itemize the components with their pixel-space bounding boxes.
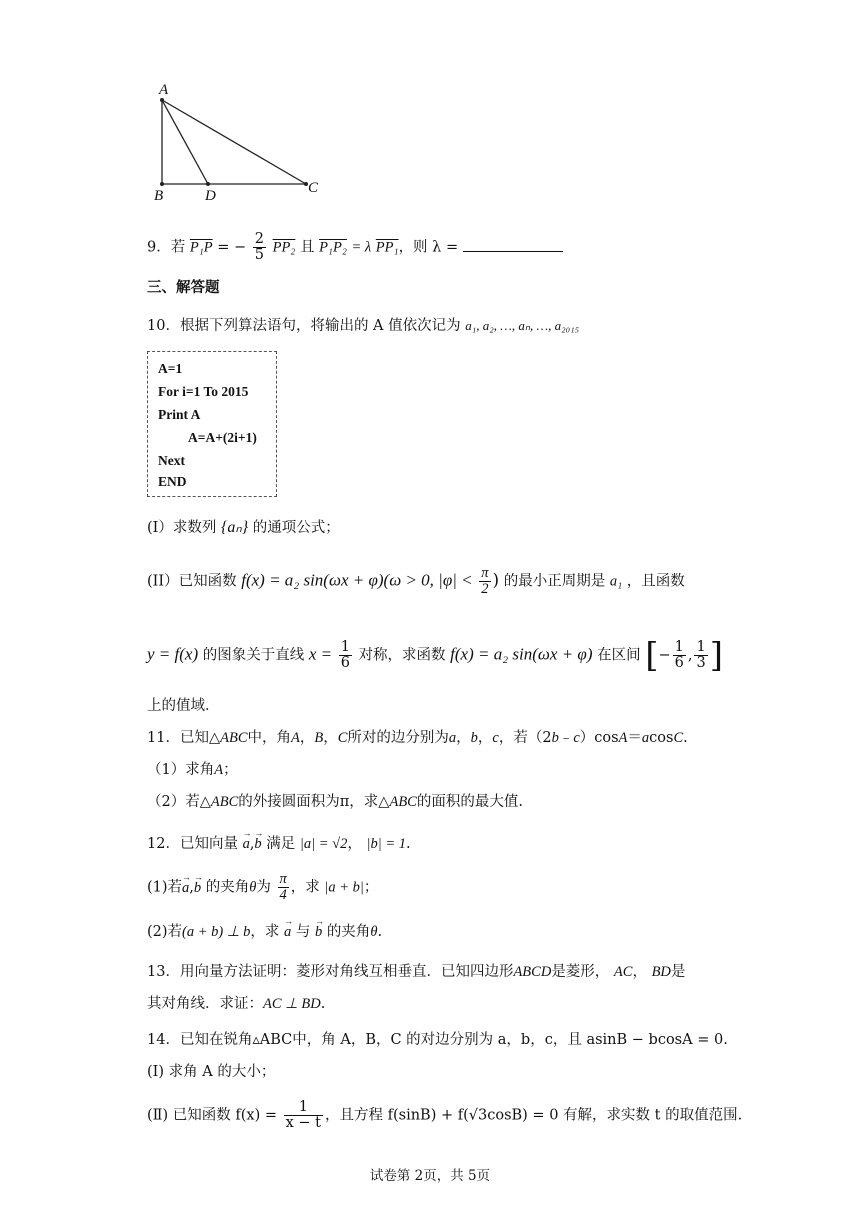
q10-l2-minus: −	[658, 647, 671, 664]
q14-t2: ▵ABC	[252, 1032, 293, 1048]
q10-part-2-line-3: 上的值域．	[147, 698, 220, 714]
question-13-line-2	[147, 994, 325, 1014]
q11-t21: ＝	[627, 730, 642, 746]
q9-tail: ，则 λ =	[398, 239, 459, 256]
q11-t2: ABC	[220, 730, 248, 746]
q10-p2-a1: a₁	[609, 573, 623, 590]
q10-l2-int-d1: 6	[674, 655, 684, 671]
q10-sequence: a₁, a₂, …, aₙ, …, a₂₀₁₅	[465, 318, 580, 333]
q10-l2-function: f(x) = a₂ sin(ωx + φ)	[450, 644, 593, 664]
q9-vector-2: PP₂	[272, 239, 296, 256]
q13-l2-t2: AC ⊥ BD	[263, 996, 321, 1012]
q12-vec-b: → b	[254, 834, 261, 854]
q10-l2-interval-label: 在区间	[597, 647, 641, 664]
q14-s2-eq: f(sinB) + f(√3cosB) = 0	[387, 1107, 559, 1124]
q12-t2: 满足	[266, 836, 296, 852]
point-d	[206, 182, 210, 186]
q11-t25: .	[683, 730, 688, 746]
code-line-6: END	[158, 474, 187, 489]
q14-s2-t2: ，且方程	[325, 1107, 383, 1124]
q9-eq2: = λ	[351, 239, 372, 256]
code-line-4: A=A+(2i+1)	[188, 430, 257, 445]
q11-s2-t3: 的外接圆面积为π，求△	[238, 794, 390, 810]
q10-p1-label: (I）求数列	[147, 520, 217, 536]
q13-t2: ABCD	[513, 964, 552, 980]
q11-t8: C	[337, 730, 348, 746]
q10-l2-int-n1: 1	[674, 639, 684, 655]
label-b: B	[154, 188, 164, 204]
question-10	[147, 316, 579, 336]
q10-l2-y: y = f(x)	[147, 644, 199, 664]
code-line-5: Next	[158, 453, 185, 468]
q13-t7: 是	[670, 964, 686, 980]
question-9	[147, 232, 563, 263]
q12-s2-t4: 的夹角	[326, 924, 371, 940]
q12-abs-a: |a| = √2	[299, 836, 348, 852]
q11-t9: 所对的边分别为	[347, 730, 449, 746]
q12-s2-t5: .	[377, 924, 383, 940]
q10-part-2	[147, 566, 685, 597]
q10-l2-bracket-right: ]	[709, 635, 723, 676]
q12-s1-pi: π	[279, 871, 287, 887]
q12-s1-vec-a: → a	[182, 878, 189, 898]
q11-t7: ，	[323, 730, 338, 746]
q14-s2-t1: (Ⅱ) 已知函数	[147, 1107, 231, 1124]
q12-s1-t2: 的夹角	[205, 879, 250, 896]
q10-p1-seq: {aₙ}	[221, 519, 249, 536]
q10-l2-x: x =	[308, 644, 333, 664]
q13-l2-t1: 其对角线．求证：	[147, 996, 263, 1012]
q10-p2-label: (II）已知函数	[147, 573, 237, 590]
page-footer: 试卷第 2页，共 5页	[369, 1168, 491, 1184]
q12-s1-vec-b: → b	[194, 878, 201, 898]
q13-t3: 是菱形，	[551, 964, 610, 980]
q12-s1-abs-sum: |a + b|	[324, 879, 364, 896]
q10-l2-text-2: 对称，求函数	[358, 647, 446, 664]
q11-s1-t2: A	[214, 762, 224, 778]
code-line-2: For i=1 To 2015	[158, 384, 249, 399]
q14-t3: 中，角 A，B，C 的对边分别为 a，b，c，且	[292, 1032, 582, 1048]
q10-l2-int-d2: 3	[696, 655, 706, 671]
q14-part-1: (Ⅰ) 求角 A 的大小；	[147, 1064, 276, 1080]
q12-abs-b: |b| = 1	[366, 836, 406, 852]
q9-vector-4: PP₁	[375, 239, 399, 256]
q12-t1: 12．已知向量	[147, 836, 238, 852]
q11-t20: A	[618, 730, 628, 746]
code-line-1: A=1	[158, 361, 183, 376]
q10-p2-function: f(x) = a₂ sin(ωx + φ)(ω > 0, |φ| <	[241, 570, 473, 590]
q12-part-1	[147, 872, 378, 903]
q11-s2-t4: ABC	[389, 794, 417, 810]
q9-answer-blank	[463, 237, 563, 252]
q9-num: 2	[254, 231, 264, 247]
q11-t14: c	[492, 730, 499, 746]
q12-s2-t2: ，求	[250, 924, 280, 940]
q11-t11: ，	[456, 730, 471, 746]
q11-t18: c	[573, 730, 580, 746]
q10-p2-two: 2	[481, 581, 489, 597]
question-14	[147, 1030, 728, 1050]
q11-t6: B	[314, 730, 324, 746]
q12-s2-t1: (2)若	[147, 924, 183, 940]
q12-part-2	[147, 922, 382, 942]
q10-l2-int-frac-2	[694, 640, 707, 671]
q12-s2-theta: θ	[370, 924, 378, 940]
q10-p2-close: )	[492, 570, 500, 591]
segment-ad	[162, 100, 208, 184]
q12-s1-t4: ，求	[290, 879, 320, 896]
q10-l2-den: 6	[340, 655, 350, 671]
q14-t4: asinB − bcosA = 0	[586, 1032, 724, 1048]
q12-s1-t5: ；	[363, 879, 379, 896]
q13-t4: AC	[613, 964, 633, 980]
algorithm-box	[147, 351, 277, 497]
q14-s2-t3: 有解，求实数 t 的取值范围.	[563, 1107, 743, 1124]
q10-l2-fraction	[339, 640, 352, 671]
q10-part-1	[147, 518, 340, 538]
q9-fraction	[253, 232, 266, 263]
q12-s1-comma: ,	[189, 879, 194, 896]
q12-s2-vec-a: → a	[284, 922, 291, 942]
q11-s1-t1: （1）求角	[147, 762, 215, 778]
q11-t19: ）cos	[579, 730, 619, 746]
q10-p2-tail: ，且函数	[626, 573, 685, 590]
question-11	[147, 728, 688, 748]
segment-ac	[162, 100, 306, 184]
section-heading: 三、解答题	[147, 279, 220, 296]
q11-part-1	[147, 760, 238, 780]
q11-s2-t2: ABC	[210, 794, 239, 810]
q9-mid: 且	[299, 239, 315, 256]
code-line-3: Print A	[158, 407, 201, 422]
q9-vector-1: P₁P	[189, 239, 213, 256]
q11-t12: b	[470, 730, 478, 746]
q13-t5: ，	[632, 964, 647, 980]
q12-s1-t3: 为	[256, 879, 271, 896]
q9-eq: = −	[217, 239, 247, 256]
q10-l2-bracket-left: [	[645, 635, 659, 676]
question-13	[147, 962, 685, 982]
q13-t1: 13．用向量方法证明：菱形对角线互相垂直．已知四边形	[147, 964, 514, 980]
q11-t5: ，	[299, 730, 315, 746]
q10-part-2-line-2: y = f(x) 的图象关于直线 x = $\frac{1}{6}$ 对称，求函数 f(x) = a₂ sin(ωx + φ) 在区间 [− $\frac{1}{6}$ , $\frac{1}{3}$ ]	[147, 635, 723, 676]
q14-s2-fraction	[284, 1100, 323, 1131]
q12-s1-four: 4	[279, 887, 287, 903]
q12-sep: ，	[347, 836, 362, 852]
q12-s1-fraction	[278, 872, 289, 903]
q10-p1-tail: 的通项公式；	[252, 520, 340, 536]
q14-s2-func: f(x) =	[235, 1107, 278, 1124]
q9-vector-3: P₁P₂	[319, 239, 347, 256]
q10-text: 10．根据下列算法语句，将输出的 A 值依次记为	[147, 318, 461, 334]
q9-den: 5	[254, 247, 264, 263]
q12-comma: ,	[249, 836, 255, 852]
label-c: C	[308, 180, 319, 196]
q14-s2-num: 1	[284, 1100, 323, 1116]
q10-l2-int-frac-1	[673, 640, 686, 671]
q14-t1: 14．已知在锐角	[147, 1032, 253, 1048]
q10-l2-num: 1	[340, 639, 350, 655]
q14-part-2	[147, 1100, 742, 1131]
q9-prefix: 9．若	[147, 239, 186, 256]
q10-l2-text: 的图象关于直线	[202, 647, 305, 664]
q12-s1-t1: (1)若	[147, 879, 183, 896]
q10-p2-period: 的最小正周期是	[503, 573, 606, 590]
q11-t23: cos	[649, 730, 674, 746]
q14-t5: .	[723, 1032, 728, 1048]
q11-t4: A	[291, 730, 300, 746]
q11-t24: C	[673, 730, 684, 746]
q14-s2-den: x − t	[285, 1115, 321, 1131]
q13-l2-t3: .	[320, 996, 326, 1012]
point-b	[160, 182, 164, 186]
q10-p2-pi: π	[481, 565, 489, 581]
q11-t15: ，若（2	[498, 730, 552, 746]
q11-t10: a	[448, 730, 457, 746]
q11-t13: ，	[477, 730, 493, 746]
q11-t16: b	[551, 730, 559, 746]
label-d: D	[205, 188, 216, 204]
q11-s2-t1: （2）若△	[147, 794, 211, 810]
q12-vec-a: → a	[243, 834, 250, 854]
q13-t6: BD	[651, 964, 671, 980]
label-a: A	[159, 82, 169, 98]
q12-s1-theta: θ	[249, 879, 257, 896]
q12-s2-t3: 与	[295, 924, 311, 940]
q12-dot: .	[405, 836, 411, 852]
q11-part-2	[147, 792, 523, 812]
q11-s1-t3: ；	[223, 762, 238, 778]
q11-t3: 中，角	[247, 730, 291, 746]
q11-t1: 11．已知△	[147, 730, 221, 746]
q11-t17: ﹣	[558, 730, 574, 746]
q11-t22: a	[641, 730, 650, 746]
q10-l2-int-n2: 1	[696, 639, 706, 655]
q11-s2-t5: 的面积的最大值.	[416, 794, 523, 810]
question-12	[147, 834, 411, 854]
q10-p2-fraction	[479, 566, 490, 597]
q12-s2-perp: (a + b) ⊥ b	[182, 924, 251, 940]
q12-s2-vec-b: → b	[315, 922, 322, 942]
